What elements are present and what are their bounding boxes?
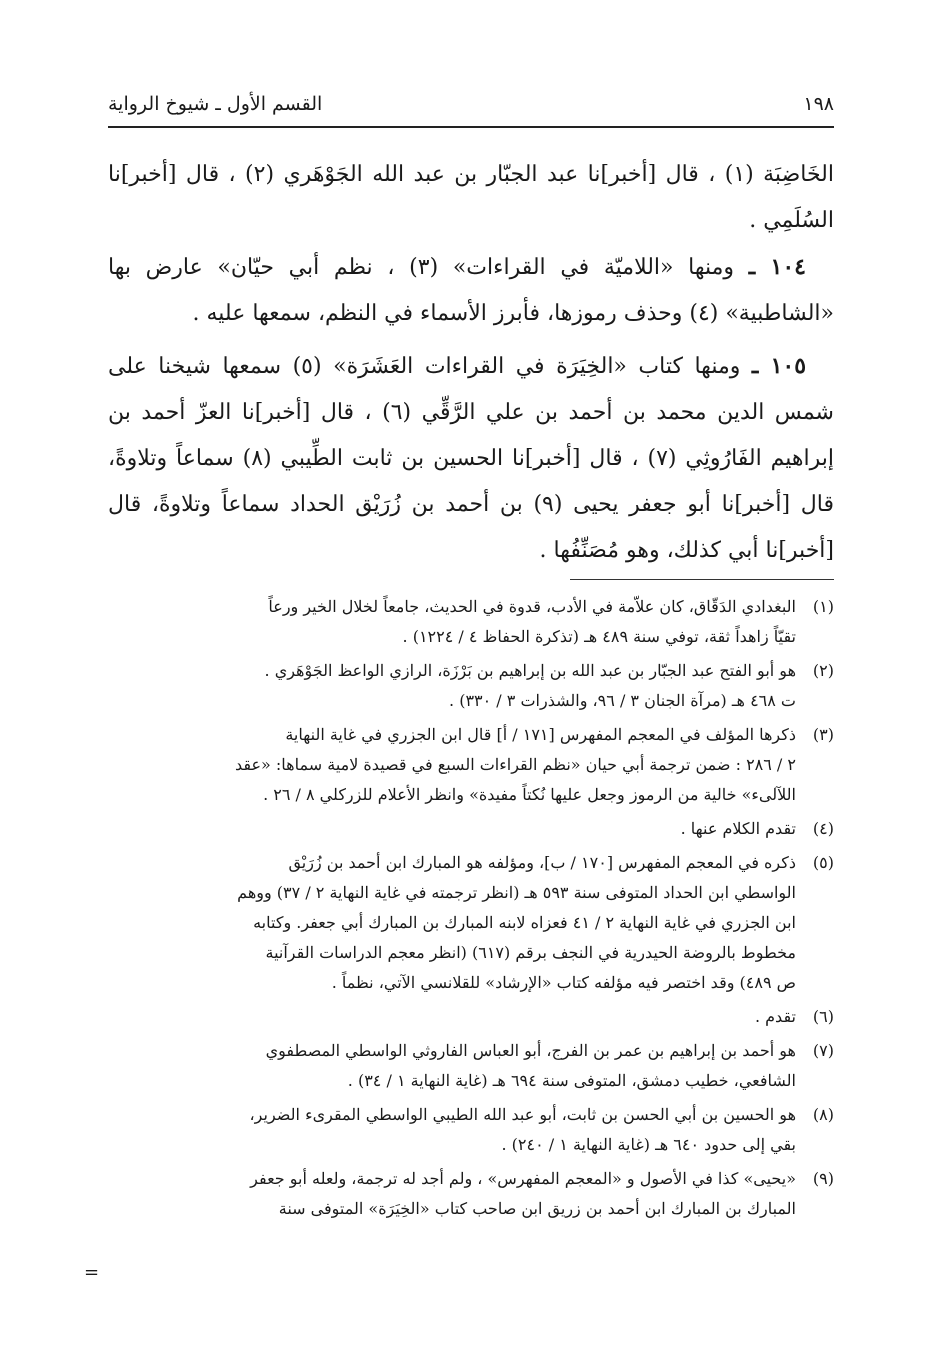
- footnote: [108, 1036, 834, 1096]
- footnote: [108, 656, 834, 716]
- footnote-line: هو الحسين بن أبي الحسن بن ثابت، أبو عبد الله الطيبي الواسطي المقرىء الضرير،: [249, 1105, 796, 1124]
- entry-number: ١٠٤ ـ: [748, 254, 806, 280]
- text-line: ومنها كتاب «الخِيَرَة في القراءات العَشَرَة» (٥) سمعها شيخنا: [158, 354, 741, 379]
- footnote: [108, 592, 834, 652]
- intro-paragraph: [108, 152, 834, 244]
- text-line: قال [أخبر]نا أبو جعفر يحيى (٩) بن أحمد بن زُرَيْق الحداد سماعاً وتلاوةً، قال: [108, 492, 834, 517]
- footnote-number: (٨): [812, 1105, 834, 1124]
- footnote-number: (٦): [812, 1007, 834, 1026]
- footnote-text: [108, 1036, 796, 1096]
- footnote-number: (٢): [812, 661, 834, 680]
- footnote-line: ابن الجزري في غاية النهاية ٢ / ٤١ فعزاه لابنه المبارك بن المبارك أبي جعفر. وكتابه: [253, 913, 796, 932]
- footnote-number: (٥): [812, 853, 834, 872]
- footnote-line: اللآلىء» خالية من الرموز وجعل عليها نُكتاً مفيدة» وانظر الأعلام للزركلي ٨ / ٢٦ .: [263, 785, 796, 804]
- header-rule: [108, 126, 834, 128]
- footnote: [108, 1002, 834, 1032]
- footnotes: [108, 592, 834, 1228]
- footnote-line: تقدم الكلام عنها .: [680, 819, 796, 838]
- footnote-text: [108, 656, 796, 716]
- footnote: [108, 1164, 834, 1224]
- footnote-line: البغدادي الدَقّاق، كان علاّمة في الأدب، قدوة في الحديث، جامعاً لخلال الخير ورعاً: [268, 597, 796, 616]
- footnote-text: [108, 592, 796, 652]
- text-line: إبراهيم الفَارُوثِي (٧) ، قال [أخبر]نا الحسين بن ثابت الطِّيبي (٨) سماعاً وتلاوةً،: [108, 446, 834, 471]
- footnote-line: ٢ / ٢٨٦ : ضمن ترجمة أبي حيان «نظم القراءات السبع في قصيدة لامية سماها: «عقد: [235, 755, 796, 774]
- running-title: القسم الأول ـ شيوخ الرواية: [108, 93, 323, 115]
- footnote-line: ذكرها المؤلف في المعجم المفهرس [١٧١ / أ] قال ابن الجزري في غاية النهاية: [285, 725, 796, 744]
- main-text: [108, 152, 834, 574]
- footnote-text: [108, 1164, 796, 1224]
- footnote-line: هو أبو الفتح عبد الجبّار بن عبد الله بن إبراهيم بن بَرْزَة، الرازي الواعظ الجَوْهَري .: [264, 661, 796, 680]
- footnote-text: [108, 814, 796, 844]
- running-header: [108, 84, 834, 124]
- footnote: [108, 720, 834, 810]
- footnote-line: تقدم .: [754, 1007, 796, 1026]
- footnote-line: ذكره في المعجم المفهرس [١٧٠ / ب]، ومؤلفه هو المبارك ابن أحمد بن زُرَيْق: [288, 853, 796, 872]
- footnote-rule: [570, 579, 834, 580]
- page-number: ١٩٨: [803, 93, 834, 115]
- footnote-line: ص ٤٨٩) وقد اختصر فيه مؤلفه كتاب «الإرشاد» للقلانسي الآتي، نظماً .: [331, 973, 796, 992]
- text-line: ومنها «اللاميّة في القراءات» (٣) ، نظم أبي حيّان» عارض بها: [108, 255, 735, 280]
- text-line: السُلَمِي .: [749, 208, 834, 233]
- footnote-number: (٣): [812, 725, 834, 744]
- footnote-number: (١): [812, 597, 834, 616]
- footnote-line: هو أحمد بن إبراهيم بن عمر بن الفرج، أبو العباس الفاروثي الواسطي المصطفوي: [265, 1041, 796, 1060]
- entry-104: [108, 244, 834, 337]
- footnote-line: بقي إلى حدود ٦٤٠ هـ (غاية النهاية ١ / ٢٤٠) .: [501, 1135, 796, 1154]
- footnote-number: (٩): [812, 1169, 834, 1188]
- footnote-line: الشافعي، خطيب دمشق، المتوفى سنة ٦٩٤ هـ (غاية النهاية ١ / ٣٤) .: [347, 1071, 796, 1090]
- footnote-text: [108, 1100, 796, 1160]
- footnote-line: ت ٤٦٨ هـ (مرآة الجنان ٣ / ٩٦، والشذرات ٣ / ٣٣٠) .: [449, 691, 796, 710]
- footnote-line: الواسطي ابن الحداد المتوفى سنة ٥٩٣ هـ (انظر ترجمته في غاية النهاية ٢ / ٣٧) ووهم: [237, 883, 796, 902]
- footnote-line: مخطوط بالروضة الحيدرية في النجف برقم (٦١٧) (انظر معجم الدراسات القرآنية: [265, 943, 796, 962]
- text-line: على شمس الدين محمد بن أحمد بن علي الرَّقِّي (٦) ، قال [أخبر]نا العزّ أحمد بن: [108, 354, 834, 425]
- entry-number: ١٠٥ ـ: [751, 353, 807, 379]
- footnote-line: «يحيى» كذا في الأصول و «المعجم المفهرس» ، ولم أجد له ترجمة، ولعله أبو جعفر: [250, 1169, 796, 1188]
- text-line: [أخبر]نا أبي كذلك، وهو مُصَنِّفُها .: [539, 538, 834, 563]
- footnote: [108, 848, 834, 998]
- text-line: «الشاطبية» (٤) وحذف رموزها، فأبرز الأسماء في النظم، سمعها عليه .: [192, 301, 834, 326]
- footnote-number: (٧): [812, 1041, 834, 1060]
- footnote-text: [108, 848, 796, 998]
- entry-105: [108, 343, 834, 574]
- footnote-text: [108, 1002, 796, 1032]
- footnote: [108, 1100, 834, 1160]
- footnote-line: تقيّاً زاهداً ثقة، توفي سنة ٤٨٩ هـ (تذكرة الحفاظ ٤ / ١٢٢٤) .: [402, 627, 796, 646]
- footnote-line: المبارك بن المبارك ابن أحمد بن زريق ابن صاحب كتاب «الخِيَرَة» المتوفى سنة: [278, 1199, 796, 1218]
- footnote: [108, 814, 834, 844]
- text-line: الخَاضِبَة (١) ، قال [أخبر]نا عبد الجبّار بن عبد الله الجَوْهَري (٢) ، قال [أخبر]نا: [108, 162, 834, 187]
- footnote-text: [108, 720, 796, 810]
- continuation-mark: =: [84, 1262, 100, 1283]
- footnote-number: (٤): [812, 819, 834, 838]
